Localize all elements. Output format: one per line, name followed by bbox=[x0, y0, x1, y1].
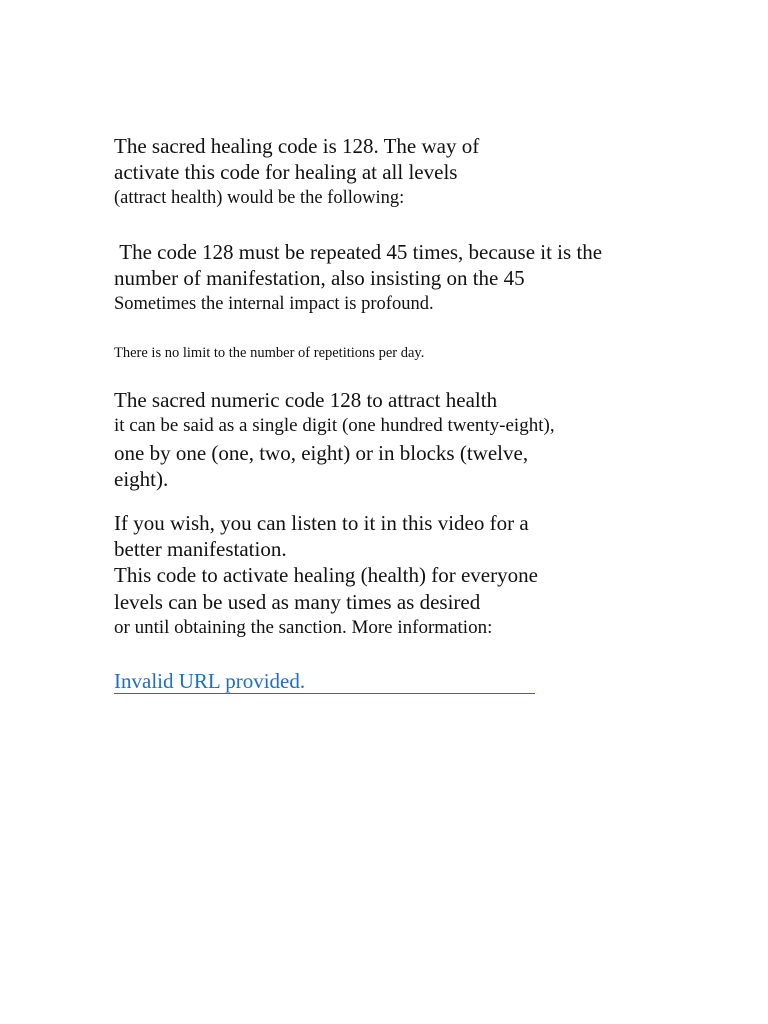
paragraph-line: (attract health) would be the following: bbox=[114, 188, 405, 208]
paragraph-line: number of manifestation, also insisting on the 45 bbox=[114, 266, 525, 290]
paragraph-line: The sacred numeric code 128 to attract health bbox=[114, 388, 498, 412]
paragraph-line: it can be said as a single digit (one hundred twenty-eight), bbox=[114, 415, 555, 436]
paragraph-line: levels can be used as many times as desired bbox=[114, 590, 481, 614]
paragraph-line: If you wish, you can listen to it in this video for a bbox=[114, 511, 529, 535]
paragraph-line bbox=[114, 242, 602, 263]
paragraph-line: There is no limit to the number of repetitions per day. bbox=[114, 345, 425, 361]
paragraph-line: activate this code for healing at all levels bbox=[114, 160, 458, 184]
paragraph-line: Sometimes the internal impact is profound. bbox=[114, 294, 434, 314]
paragraph-line-text: The code 128 must be repeated 45 times, because it is the bbox=[119, 240, 603, 264]
paragraph-line: The sacred healing code is 128. The way of bbox=[114, 134, 480, 158]
paragraph-line: eight). bbox=[114, 467, 169, 491]
paragraph-line: one by one (one, two, eight) or in blocks (twelve, bbox=[114, 441, 529, 465]
paragraph-line: This code to activate healing (health) for everyone bbox=[114, 563, 538, 587]
paragraph-line: or until obtaining the sanction. More information: bbox=[114, 617, 493, 638]
more-info-link[interactable]: Invalid URL provided. bbox=[114, 671, 535, 694]
paragraph-line: better manifestation. bbox=[114, 537, 287, 561]
